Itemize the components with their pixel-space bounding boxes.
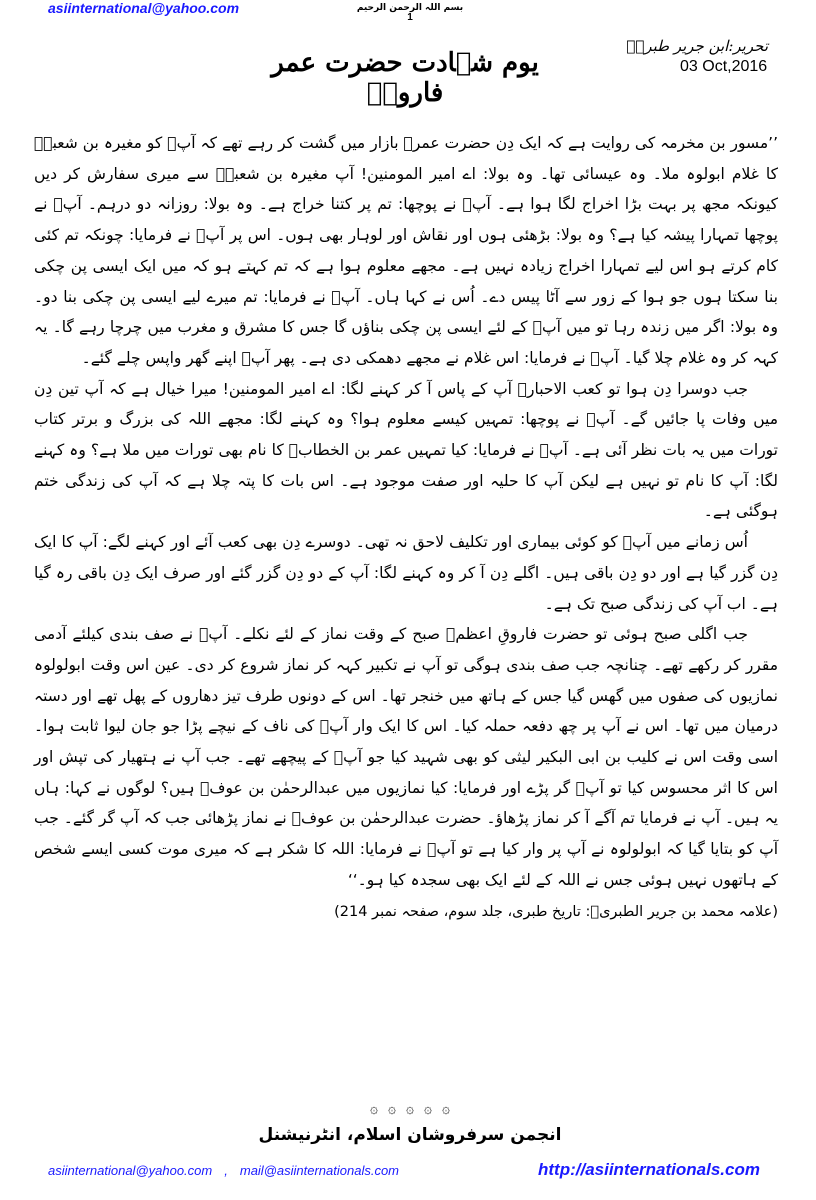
footer-email-link-mail[interactable]: mail@asiinternationals.com bbox=[239, 1163, 400, 1178]
footer-emails bbox=[48, 1163, 399, 1178]
paragraph: ’’مسور بن مخرمہ کی روایت ہے کہ ایک دِن حضرت عمرؓ بازار میں گشت کر رہے تھے کہ آپؓ کو مغیرہ بن شعبہؓ کا غلام ابولوہ ملا۔ وہ عیسائی تھا۔ وہ بولا: اے امیر المومنین! آپ مغیرہ بن شعبہؓ سے میری سفارش کر دیں کیونکہ مجھ پر بہت بڑا اخراج لگا ہوا ہے۔ آپؓ نے پوچھا: تم پر کتنا خراج ہے۔ وہ بولا: روزانہ دو درہم۔ آپؓ نے پوچھا تمہارا پیشہ کیا ہے؟ وہ بولا: بڑھئی ہوں اور نقاش اور لوہار بھی ہوں۔ اس پر آپؓ نے فرمایا: چونکہ تم کئی کام کرتے ہو اس لیے تمہارا اخراج زیادہ نہیں ہے۔ مجھے معلوم ہوا ہے کہ تم کہتے ہو کہ میں ایک ایسی پن چکی بنا سکتا ہوں جو ہوا کے زور سے آٹا پیس دے۔ اُس نے کہا ہاں۔ آپؓ نے فرمایا: تم میرے لیے ایسی پن چکی بنا دو۔ وہ بولا: اگر میں زندہ رہا تو میں آپؓ کے لئے ایسی پن چکی بناؤں گا جس کا مشرق و مغرب میں چرچا رہے گا۔ یہ کہہ کر وہ غلام چلا گیا۔ آپؓ نے فرمایا: اس غلام نے مجھے دھمکی دی ہے۔ پھر آپؓ اپنے گھر واپس چلے گئے۔ bbox=[34, 134, 778, 367]
header-email-link[interactable]: asiinternational@yahoo.com bbox=[48, 0, 240, 16]
organization-name: انجمن سرفروشان اسلام، انٹرنیشنل bbox=[258, 1125, 562, 1145]
page-title: یوم شہادت حضرت عمر فاروقؓ bbox=[271, 48, 539, 108]
citation-text: (علامہ محمد بن جریر الطبریؒ: تاریخ طبری، جلد سوم، صفحہ نمبر 214) bbox=[334, 903, 778, 920]
paragraph: جب اگلی صبح ہوئی تو حضرت فاروقِ اعظمؓ صبح کے وقت نماز کے لئے نکلے۔ آپؓ نے صف بندی کیلئے آدمی مقرر کر رکھے تھے۔ چنانچہ جب صف بندی ہوگی تو آپ نے تکبیر کہہ کر نماز شروع کر دی۔ عین اس وقت ابولولوہ نمازیوں کی صفوں میں گھس گیا جس کے ہاتھ میں خنجر تھا۔ اس کے دونوں طرف تیز دھاروں کے پھل تھے اور دستہ درمیان میں تھا۔ اس نے آپ پر چھ دفعہ حملہ کیا۔ اس کا ایک وار آپؓ کی ناف کے نیچے پڑا جو جان لیوا ثابت ہوا۔ اسی وقت اس نے کلیب بن ابی البکیر لیثی کو بھی شہید کیا جو آپؓ کے پیچھے تھے۔ جب آپ نے ہتھیار کی تپش اور اس کا اثر محسوس کیا تو آپؓ گر پڑے اور فرمایا: کیا نمازیوں میں عبدالرحمٰن بن عوفؓ ہیں؟ لوگوں نے کہا: ہاں یہ ہیں۔ آپ نے فرمایا تم آگے آ کر نماز پڑھاؤ۔ حضرت عبدالرحمٰن بن عوفؓ نے نماز پڑھائی جب کہ آپ گر گئے۔ جب آپ کو بتایا گیا کہ ابولولوہ نے آپ پر وار کیا ہے تو آپؓ نے فرمایا: اللہ کا شکر ہے کہ میری موت کسی ایسے شخص کے ہاتھوں نہیں ہوئی جس نے اللہ کے لئے ایک بھی سجدہ کیا ہو۔‘‘ bbox=[34, 625, 778, 889]
star-ornament-icon: ۞ bbox=[369, 1101, 379, 1117]
article-body bbox=[34, 128, 778, 927]
email-separator: , bbox=[224, 1163, 228, 1178]
source-citation bbox=[34, 896, 778, 928]
paragraph: اُس زمانے میں آپؓ کو کوئی بیماری اور تکلیف لاحق نہ تھی۔ دوسرے دِن بھی کعب آئے اور کہنے لگے: آپ کا ایک دِن گزر گیا ہے اور دو دِن باقی ہیں۔ اگلے دِن آ کر وہ کہنے لگا: آپ کے دو دِن گزر گئے اور صرف ایک دِن باقی رہ گیا ہے۔ اب آپ کی زندگی صبح تک ہے۔ bbox=[34, 533, 778, 613]
footer-email-link-yahoo[interactable]: asiinternational@yahoo.com bbox=[48, 1163, 213, 1178]
star-ornament-icon: ۞ bbox=[441, 1101, 451, 1117]
author-byline: تحریر:ابن جریر طبریؒ bbox=[626, 37, 768, 55]
star-ornament-icon: ۞ bbox=[387, 1101, 397, 1117]
bismillah: بسم اللہ الرحمن الرحیم bbox=[356, 3, 464, 13]
website-link[interactable]: http://asiinternationals.com bbox=[538, 1160, 760, 1179]
star-ornament-icon: ۞ bbox=[423, 1101, 433, 1117]
star-ornament-icon: ۞ bbox=[405, 1101, 415, 1117]
publication-date: 03 Oct,2016 bbox=[680, 58, 768, 75]
page-number: 1 bbox=[407, 12, 413, 23]
paragraph: جب دوسرا دِن ہوا تو کعب الاحبارؓ آپ کے پاس آ کر کہنے لگا: اے امیر المومنین! میرا خیال ہے کہ آپ تین دِن میں وفات پا جائیں گے۔ آپؓ نے پوچھا: تمہیں کیسے معلوم ہوا؟ وہ کہنے لگا: مجھے اللہ کی بزرگ و برتر کتاب تورات میں یہ بات نظر آئی ہے۔ آپؓ نے فرمایا: کیا تمہیں عمر بن الخطابؓ کا نام بھی تورات میں ملا ہے؟ وہ کہنے لگا: آپ کا نام تو نہیں ہے لیکن آپ کا حلیہ اور صفت موجود ہے۔ اس بات کا پتہ چلا ہے کہ آپ کی زندگی ختم ہوگئی ہے۔ bbox=[34, 379, 778, 521]
ornament-divider bbox=[355, 1102, 465, 1117]
